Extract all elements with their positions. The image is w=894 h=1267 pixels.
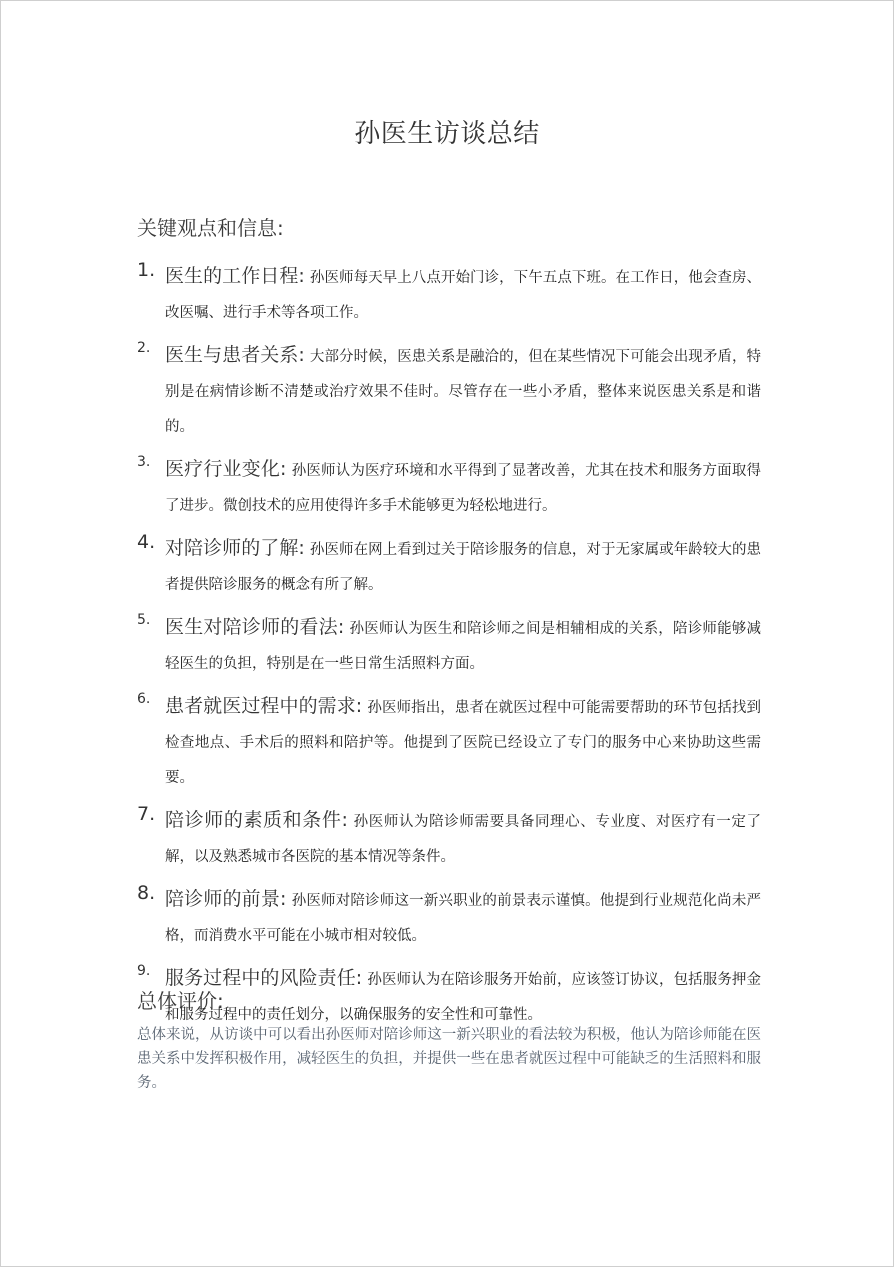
- key-point-item: [137, 961, 761, 1032]
- key-point-number: 5.: [137, 612, 151, 628]
- key-point-title: 服务过程中的风险责任:: [165, 967, 363, 989]
- key-points-heading: 关键观点和信息:: [137, 216, 284, 240]
- key-point-item: [137, 338, 761, 444]
- key-point-item: [137, 531, 761, 602]
- key-point-item: [137, 882, 761, 953]
- key-point-number: 1.: [137, 259, 156, 281]
- key-points-list: [137, 259, 761, 1040]
- key-point-text: 孙医师每天早上八点开始门诊，下午五点下班。在工作日，他会查房、改医嘱、进行手术等各项工作。: [165, 270, 761, 321]
- key-point-text: 孙医师在网上看到过关于陪诊服务的信息，对于无家属或年龄较大的患者提供陪诊服务的概念有所了解。: [165, 542, 761, 593]
- key-point-title: 患者就医过程中的需求:: [165, 695, 363, 717]
- key-point-item: [137, 610, 761, 681]
- key-point-item: [137, 689, 761, 795]
- key-point-number: 8.: [137, 882, 156, 904]
- key-point-item: [137, 452, 761, 523]
- key-point-text: 大部分时候，医患关系是融洽的，但在某些情况下可能会出现矛盾，特别是在病情诊断不清楚或治疗效果不佳时。尽管存在一些小矛盾，整体来说医患关系是和谐的。: [165, 349, 761, 435]
- key-point-number: 9.: [137, 963, 151, 979]
- overall-evaluation-text: 总体来说，从访谈中可以看出孙医师对陪诊师这一新兴职业的看法较为积极，他认为陪诊师能在医患关系中发挥积极作用，减轻医生的负担，并提供一些在患者就医过程中可能缺乏的生活照料和服务。: [137, 1027, 761, 1091]
- key-point-title: 医疗行业变化:: [165, 458, 287, 480]
- key-point-number: 4.: [137, 531, 156, 553]
- key-point-text: 孙医师认为在陪诊服务开始前，应该签订协议，包括服务押金和服务过程中的责任划分，以确保服务的安全性和可靠性。: [165, 972, 761, 1023]
- key-point-title: 医生对陪诊师的看法:: [165, 616, 345, 638]
- key-point-item: [137, 259, 761, 330]
- key-point-text: 孙医师对陪诊师这一新兴职业的前景表示谨慎。他提到行业规范化尚未严格，而消费水平可能在小城市相对较低。: [165, 893, 762, 944]
- key-point-title: 对陪诊师的了解:: [165, 537, 305, 559]
- key-point-text: 孙医师认为医疗环境和水平得到了显著改善，尤其在技术和服务方面取得了进步。微创技术的应用使得许多手术能够更为轻松地进行。: [165, 463, 762, 514]
- key-point-text: 孙医师认为陪诊师需要具备同理心、专业度、对医疗有一定了解，以及熟悉城市各医院的基本情况等条件。: [165, 814, 761, 865]
- key-point-number: 7.: [137, 803, 156, 825]
- key-point-text: 孙医师认为医生和陪诊师之间是相辅相成的关系，陪诊师能够减轻医生的负担，特别是在一些日常生活照料方面。: [165, 621, 762, 672]
- key-point-title: 医生与患者关系:: [165, 344, 305, 366]
- key-point-text: 孙医师指出，患者在就医过程中可能需要帮助的环节包括找到检查地点、手术后的照料和陪护等。他提到了医院已经设立了专门的服务中心来协助这些需要。: [165, 700, 761, 786]
- document-title: 孙医生访谈总结: [354, 119, 540, 149]
- key-point-number: 2.: [137, 340, 151, 356]
- key-point-number: 6.: [137, 691, 151, 707]
- overall-heading: 总体评价:: [137, 989, 224, 1013]
- key-point-number: 3.: [137, 454, 151, 470]
- key-point-title: 医生的工作日程:: [165, 265, 305, 287]
- key-point-item: [137, 803, 761, 874]
- key-point-title: 陪诊师的素质和条件:: [165, 809, 348, 831]
- key-point-title: 陪诊师的前景:: [165, 888, 287, 910]
